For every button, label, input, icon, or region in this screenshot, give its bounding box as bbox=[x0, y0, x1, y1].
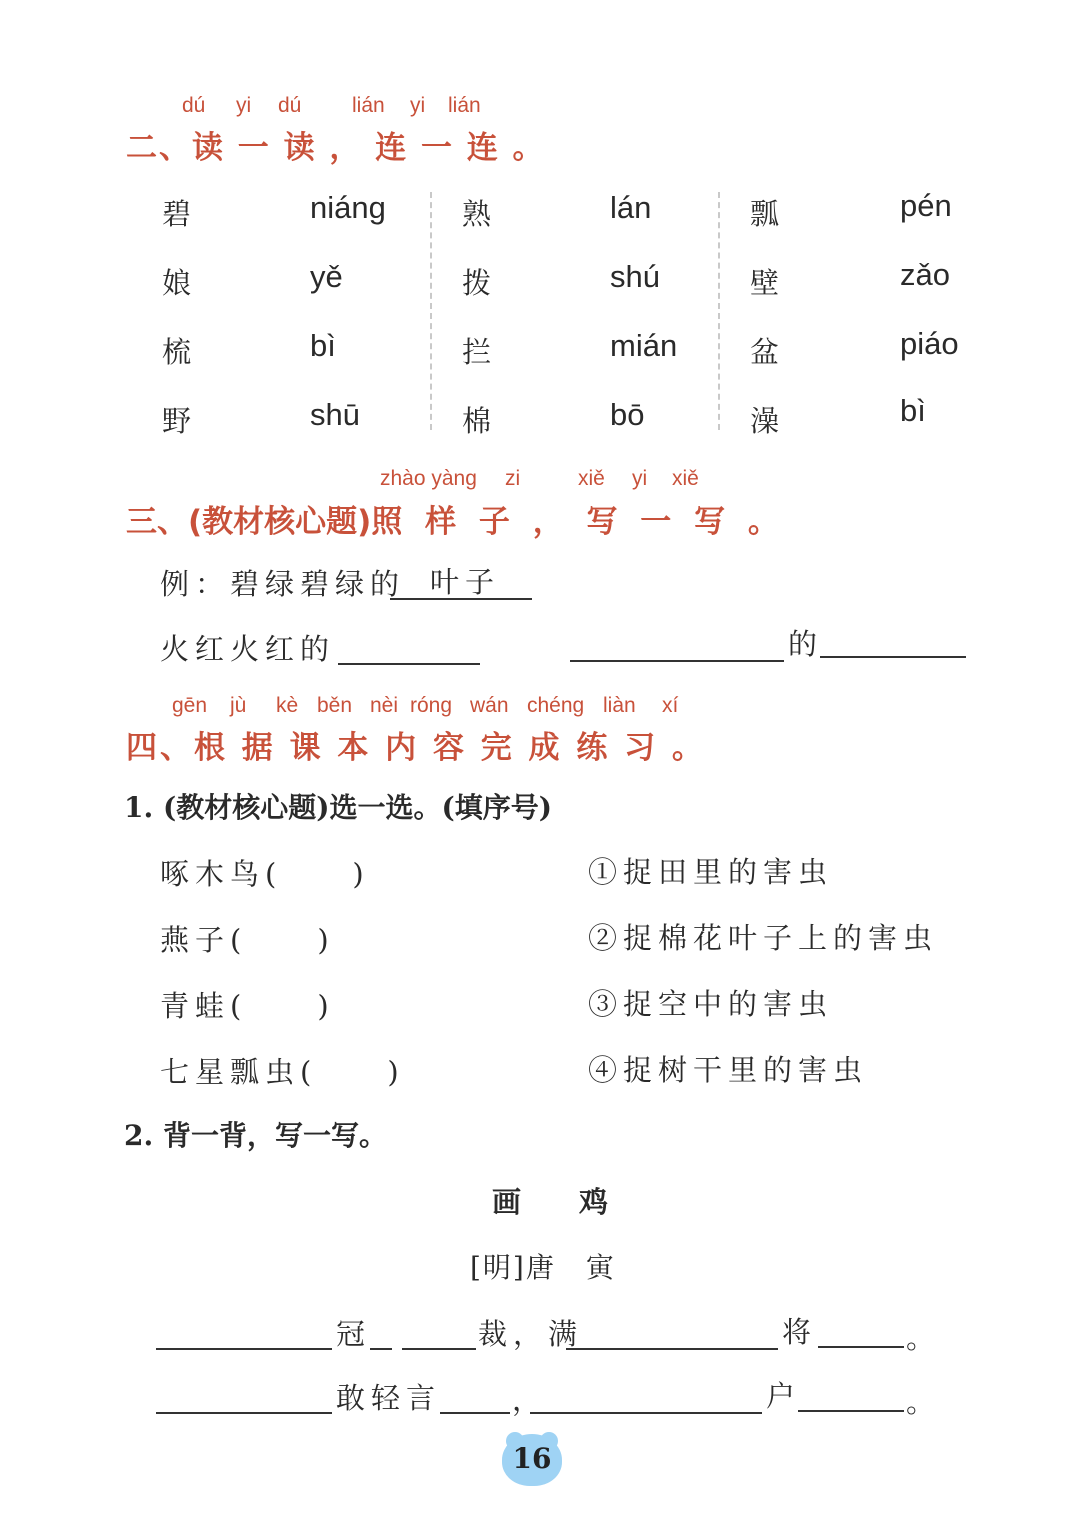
animal-item: 燕子( ) bbox=[160, 923, 335, 957]
line2-prefix: 火红火红的 bbox=[160, 632, 336, 666]
char-item: 碧 bbox=[162, 197, 192, 231]
char-item: 澡 bbox=[750, 404, 780, 438]
pinyin-item: bō bbox=[610, 397, 645, 432]
blank-input[interactable] bbox=[820, 656, 966, 658]
option-item: ①捉田里的害虫 bbox=[588, 855, 834, 889]
blank-input[interactable] bbox=[338, 663, 480, 665]
blank-input[interactable] bbox=[818, 1346, 904, 1348]
blank-input[interactable] bbox=[566, 1348, 778, 1350]
pinyin-lian: liàn bbox=[603, 694, 636, 717]
poem-text: ， bbox=[512, 1383, 548, 1417]
pinyin-xie2: xiě bbox=[672, 467, 699, 490]
question-2: 2. 背一背，写一写。 bbox=[124, 1119, 387, 1152]
blank-input[interactable] bbox=[156, 1348, 332, 1350]
poem-text: 。 bbox=[906, 1321, 942, 1355]
poem-text: 冠 bbox=[336, 1317, 372, 1351]
poem-title: 画 鸡 bbox=[492, 1185, 609, 1219]
char-item: 野 bbox=[162, 404, 192, 438]
pinyin-item: shú bbox=[610, 259, 660, 294]
blank-input[interactable] bbox=[570, 660, 784, 662]
char-item: 棉 bbox=[462, 404, 492, 438]
pinyin-cheng: chéng bbox=[527, 694, 585, 717]
pinyin-yi1: yi bbox=[236, 94, 252, 117]
option-item: ④捉树干里的害虫 bbox=[588, 1053, 869, 1087]
poem-text: 裁，满 bbox=[478, 1317, 584, 1351]
animal-item: 七星瓢虫( ) bbox=[160, 1055, 405, 1089]
example-label: 例：碧绿碧绿的 bbox=[160, 567, 406, 601]
example-answer: 叶子 bbox=[430, 565, 501, 599]
pinyin-item: piáo bbox=[900, 326, 959, 361]
pinyin-item: lán bbox=[610, 190, 652, 225]
blank-input[interactable] bbox=[370, 1348, 392, 1350]
pinyin-nei: nèi bbox=[370, 694, 399, 717]
char-item: 熟 bbox=[462, 197, 492, 231]
poem-text: 户 bbox=[766, 1379, 802, 1413]
option-item: ②捉棉花叶子上的害虫 bbox=[588, 921, 939, 955]
section3-heading bbox=[126, 496, 785, 541]
poem-author: [明]唐 寅 bbox=[470, 1251, 616, 1284]
pinyin-item: mián bbox=[610, 328, 678, 363]
poem-text: 将 bbox=[782, 1315, 818, 1349]
pinyin-gen: gēn bbox=[172, 694, 208, 717]
char-item: 梳 bbox=[162, 335, 192, 369]
blank-input[interactable] bbox=[798, 1410, 904, 1412]
pinyin-item: pén bbox=[900, 188, 952, 223]
animal-item: 青蛙( ) bbox=[160, 989, 335, 1023]
pinyin-xie1: xiě bbox=[578, 467, 605, 490]
divider-2 bbox=[718, 192, 720, 430]
line2-mid: 的 bbox=[788, 627, 824, 661]
pinyin-lian1: lián bbox=[352, 94, 385, 117]
char-item: 瓢 bbox=[750, 197, 780, 231]
question-1: 1. (教材核心题)选一选。(填序号) bbox=[124, 791, 552, 824]
pinyin-du1: dú bbox=[182, 94, 206, 117]
section2-heading: 二、读 一 读 ， 连 一 连 。 bbox=[126, 130, 546, 166]
divider-1 bbox=[430, 192, 432, 430]
pinyin-item: yě bbox=[310, 259, 343, 294]
pinyin-item: bì bbox=[900, 393, 926, 428]
blank-input[interactable] bbox=[440, 1412, 510, 1414]
pinyin-item: niáng bbox=[310, 190, 386, 225]
pinyin-zhaoyang: zhào yàng bbox=[380, 467, 477, 490]
section4-heading: 四、根 据 课 本 内 容 完 成 练 习 。 bbox=[126, 730, 706, 766]
blank-input[interactable] bbox=[402, 1348, 476, 1350]
page-number: 16 bbox=[512, 1442, 552, 1475]
section3-heading-prefix: 三、(教材核心题) bbox=[126, 504, 372, 540]
pinyin-wan: wán bbox=[470, 694, 509, 717]
pinyin-zi: zi bbox=[505, 467, 521, 490]
pinyin-ke: kè bbox=[276, 694, 299, 717]
char-item: 娘 bbox=[162, 266, 192, 300]
animal-item: 啄木鸟( ) bbox=[160, 857, 370, 891]
blank-input[interactable] bbox=[156, 1412, 332, 1414]
pinyin-yi2: yi bbox=[410, 94, 426, 117]
char-item: 壁 bbox=[750, 266, 780, 300]
char-item: 拦 bbox=[462, 335, 492, 369]
blank-input[interactable] bbox=[530, 1412, 762, 1414]
poem-text: 敢轻言 bbox=[336, 1381, 442, 1415]
poem-text: 。 bbox=[906, 1385, 942, 1419]
pinyin-ben: běn bbox=[317, 694, 353, 717]
char-item: 盆 bbox=[750, 335, 780, 369]
pinyin-lian2: lián bbox=[448, 94, 481, 117]
option-item: ③捉空中的害虫 bbox=[588, 987, 834, 1021]
pinyin-item: shū bbox=[310, 397, 360, 432]
char-item: 拨 bbox=[462, 266, 492, 300]
pinyin-yi: yi bbox=[632, 467, 648, 490]
pinyin-ju: jù bbox=[230, 694, 247, 717]
pinyin-rong: róng bbox=[410, 694, 453, 717]
pinyin-item: zǎo bbox=[900, 257, 950, 292]
pinyin-xi: xí bbox=[662, 694, 679, 717]
pinyin-item: bì bbox=[310, 328, 336, 363]
section3-heading-main: 照 样 子 ， 写 一 写 。 bbox=[371, 504, 785, 540]
pinyin-du2: dú bbox=[278, 94, 302, 117]
